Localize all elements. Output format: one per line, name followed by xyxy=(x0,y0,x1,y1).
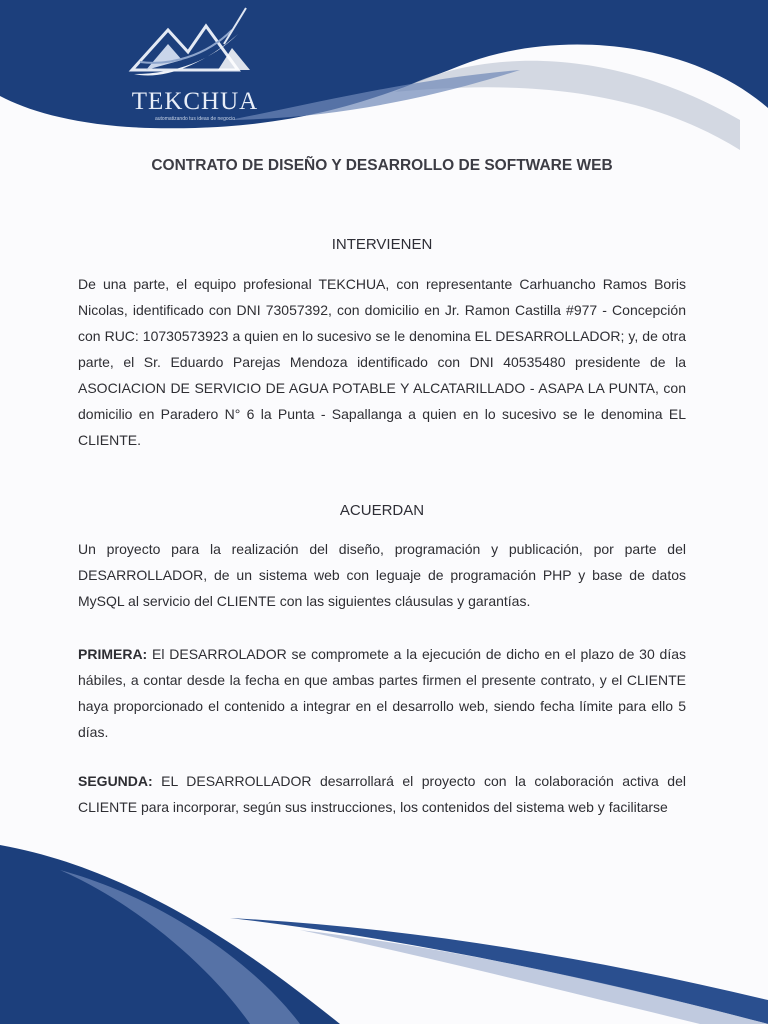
clause-segunda-label: SEGUNDA: xyxy=(78,773,153,789)
logo-name: TEKCHUA xyxy=(131,88,259,115)
clause-segunda-text: EL DESARROLLADOR desarrollará el proyecto con la colaboración activa del CLIENTE para incorporar, según sus instrucciones, los contenidos del sistema web y facilitarse xyxy=(78,773,686,815)
header-swoosh-light xyxy=(395,61,740,150)
mountain-swoosh-logo-icon xyxy=(120,4,270,88)
section-heading-intervienen: INTERVIENEN xyxy=(331,236,433,253)
clause-segunda xyxy=(78,768,686,820)
footer-swoosh-right-light xyxy=(300,930,768,1024)
clause-primera-text: El DESARROLADOR se compromete a la ejecución de dicho en el plazo de 30 días hábiles, a contar desde la fecha en que ambas partes firmen el presente contrato, y el CLIENTE haya proporcionado el contenido a integrar en el desarrollo web, siendo fecha límite para ello 5 días. xyxy=(78,646,686,740)
company-logo xyxy=(120,4,270,124)
clause-primera xyxy=(78,641,686,745)
acuerdan-paragraph: Un proyecto para la realización del diseño, programación y publicación, por parte del DESARROLLADOR, de un sistema web con leguaje de programación PHP y base de datos MySQL al servicio del CLIENTE con las siguientes cláusulas y garantías. xyxy=(78,541,686,609)
logo-tagline: automatizando tus ideas de negocio xyxy=(154,116,236,122)
intervienen-paragraph: De una parte, el equipo profesional TEKCHUA, con representante Carhuancho Ramos Boris Nicolas, identificado con DNI 73057392, con domicilio en Jr. Ramon Castilla #977 - Concepción con RUC: 10730573923 a quien en lo sucesivo se le denomina EL DESARROLLADOR; y, de otra parte, el Sr. Eduardo Parejas Mendoza identificado con DNI 40535480 presidente de la ASOCIACION DE SERVICIO DE AGUA POTABLE Y ALCATARILLADO - ASAPA LA PUNTA, con domicilio en Paradero N° 6 la Punta - Sapallanga a quien en lo sucesivo se le denomina EL CLIENTE. xyxy=(78,276,686,448)
document-title: CONTRATO DE DISEÑO Y DESARROLLO DE SOFTWARE WEB xyxy=(151,157,613,174)
clause-primera-label: PRIMERA: xyxy=(78,646,148,662)
section-heading-acuerdan: ACUERDAN xyxy=(339,502,425,519)
